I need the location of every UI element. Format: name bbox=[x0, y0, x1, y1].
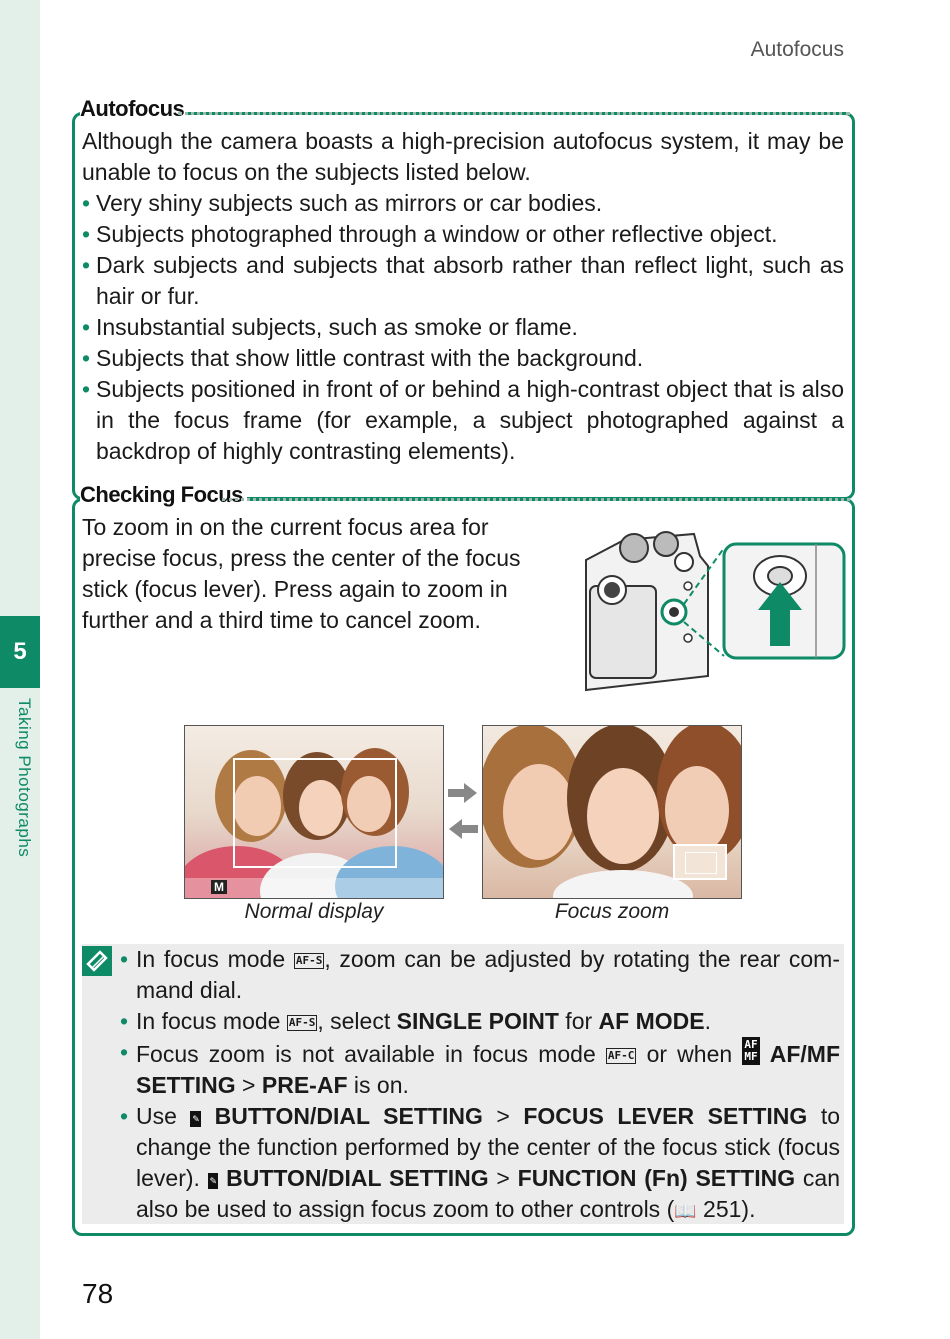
menu-term: FOCUS LEVER SETTING bbox=[523, 1103, 808, 1129]
focus-frame bbox=[233, 758, 397, 868]
menu-term: PRE-AF bbox=[261, 1072, 348, 1098]
note-text: > bbox=[482, 1103, 524, 1129]
menu-term: AF/MF SETTING bbox=[136, 1041, 841, 1098]
autofocus-title-rule bbox=[178, 112, 850, 115]
list-item: • Subjects that show little contrast with the background. bbox=[82, 343, 844, 374]
note-text: In focus mode bbox=[136, 1008, 287, 1034]
autofocus-bullet-list bbox=[82, 188, 844, 467]
camera-illustration bbox=[584, 526, 846, 692]
note-text: , zoom can be adjusted by rotating the rear command dial. bbox=[136, 946, 840, 1003]
arrow-right-icon bbox=[448, 782, 478, 804]
note-item bbox=[120, 1006, 840, 1037]
normal-display-photo bbox=[184, 725, 444, 899]
af-mf-icon-bottom: MF bbox=[744, 1050, 758, 1063]
note-text: > bbox=[235, 1072, 262, 1098]
list-item: • Dark subjects and subjects that absorb rather than reflect light, such as hair or fur. bbox=[82, 250, 844, 312]
checking-focus-title: Checking Focus bbox=[80, 482, 247, 508]
note-item bbox=[120, 1101, 840, 1227]
notes-list bbox=[120, 944, 840, 1227]
note-text: Use bbox=[136, 1103, 191, 1129]
book-icon: 📖 bbox=[674, 1201, 697, 1221]
af-mf-menu-icon bbox=[742, 1037, 759, 1065]
wrench-menu-icon: ✎ bbox=[209, 1174, 217, 1187]
note-text: In focus mode bbox=[136, 946, 294, 972]
note-text: ). bbox=[741, 1196, 756, 1222]
af-c-icon: AF-C bbox=[607, 1049, 635, 1062]
arrow-left-icon bbox=[448, 818, 478, 840]
af-s-icon: AF-S bbox=[295, 954, 323, 967]
note-item bbox=[120, 1037, 840, 1101]
page-reference[interactable]: 251 bbox=[703, 1196, 742, 1222]
note-text: is on. bbox=[347, 1072, 409, 1098]
af-s-icon: AF-S bbox=[288, 1016, 316, 1029]
menu-term: BUTTON/DIAL SETTING bbox=[226, 1165, 489, 1191]
chapter-title: Taking Photographs bbox=[15, 698, 34, 858]
normal-display-caption: Normal display bbox=[244, 900, 384, 923]
list-item: • Insubstantial subjects, such as smoke or flame. bbox=[82, 312, 844, 343]
note-item bbox=[120, 944, 840, 1006]
af-mf-icon-top: AF bbox=[744, 1038, 758, 1051]
mode-badge: M bbox=[211, 880, 227, 894]
zoom-navigator bbox=[673, 844, 727, 880]
page-number: 78 bbox=[82, 1278, 114, 1309]
chapter-number: 5 bbox=[13, 638, 27, 665]
autofocus-intro: Although the camera boasts a high-precision autofocus system, it may be unable to focus on the subjects listed below. bbox=[82, 128, 844, 185]
note-text: can also be used to assign focus zoom to other controls ( bbox=[136, 1165, 840, 1222]
menu-term: BUTTON/DIAL SETTING bbox=[214, 1103, 483, 1129]
list-item: • Very shiny subjects such as mirrors or car bodies. bbox=[82, 188, 844, 219]
checking-focus-intro: To zoom in on the current focus area for precise focus, press the center of the focus stick (focus lever). Press again to zoom in further and a third time to cancel zoom. bbox=[82, 514, 521, 633]
note-text: to change the function performed by the center of the focus stick (focus lever). bbox=[136, 1103, 840, 1191]
note-text: > bbox=[488, 1165, 518, 1191]
note-text: . bbox=[704, 1008, 711, 1034]
chapter-tab bbox=[0, 616, 40, 688]
focus-zoom-caption: Focus zoom bbox=[554, 900, 670, 923]
list-item: • Subjects photographed through a window or other reflective object. bbox=[82, 219, 844, 250]
list-item: • Subjects positioned in front of or behind a high-contrast object that is also in the focus frame (for example, a subject photographed against a backdrop of highly contrasting elements). bbox=[82, 374, 844, 467]
note-text: Focus zoom is not available in focus mode bbox=[136, 1041, 606, 1067]
running-head: Autofocus bbox=[750, 38, 844, 61]
menu-term: FUNCTION (Fn) SETTING bbox=[517, 1165, 796, 1191]
note-text: or when bbox=[636, 1041, 743, 1067]
menu-term: AF MODE bbox=[598, 1008, 705, 1034]
autofocus-title: Autofocus bbox=[80, 96, 188, 122]
note-icon bbox=[82, 946, 112, 976]
focus-zoom-photo bbox=[482, 725, 742, 899]
wrench-menu-icon: ✎ bbox=[192, 1112, 200, 1125]
checking-focus-title-rule bbox=[222, 498, 850, 501]
zoom-navigator-frame bbox=[685, 852, 717, 874]
menu-term: SINGLE POINT bbox=[396, 1008, 559, 1034]
note-text: , select bbox=[317, 1008, 397, 1034]
note-text: for bbox=[558, 1008, 599, 1034]
